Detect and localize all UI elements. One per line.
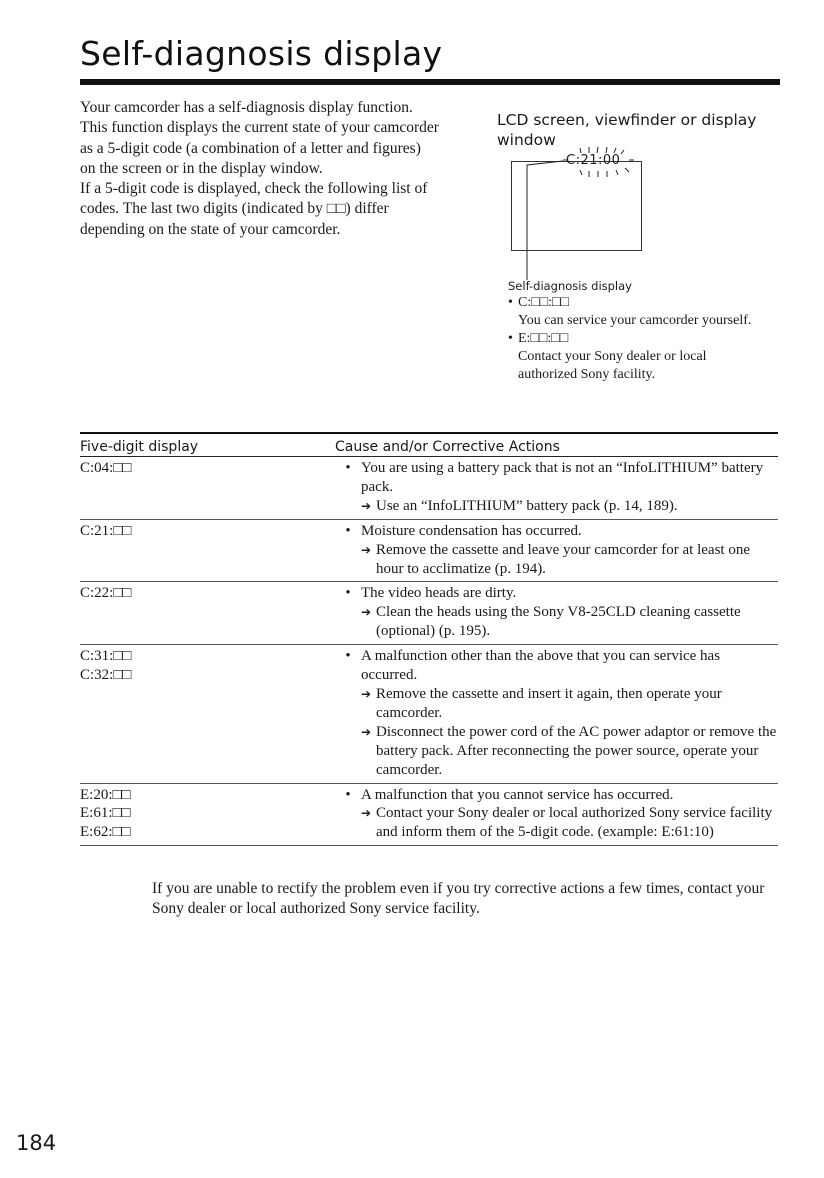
arrow-icon: ➔ bbox=[361, 724, 372, 739]
action-text: Use an “InfoLITHIUM” battery pack (p. 14, 189). bbox=[376, 497, 678, 514]
header-cause: Cause and/or Corrective Actions bbox=[335, 439, 560, 455]
lcd-heading: LCD screen, viewfinder or display window bbox=[497, 111, 757, 149]
cause: • A malfunction other than the above that you can service has occurred. bbox=[335, 647, 778, 685]
intro-line-2: This function displays the current state of your camcorder as a 5-digit code (a combination of a letter and figures) on the screen or in the display window. bbox=[80, 119, 439, 177]
row-codes bbox=[80, 786, 335, 843]
row-code: E:62:□□ bbox=[80, 824, 131, 841]
action-text: Disconnect the power cord of the AC power adaptor or remove the battery pack. After reconnecting the power source, operate your camcorder. bbox=[376, 723, 777, 778]
action bbox=[335, 603, 778, 641]
header-five-digit: Five-digit display bbox=[80, 439, 199, 455]
action bbox=[335, 723, 778, 780]
table-row bbox=[80, 784, 778, 847]
lcd-display-code: C:21:00 bbox=[566, 153, 621, 168]
action bbox=[335, 541, 778, 579]
cause-text: You are using a battery pack that is not an “InfoLITHIUM” battery pack. bbox=[361, 460, 764, 495]
lcd-item-desc: You can service your camcorder yourself. bbox=[518, 313, 752, 328]
intro-line-3: If a 5-digit code is displayed, check the following list of codes. The last two digits (indicated by □□) differ depending on the state of your camcorder. bbox=[80, 180, 428, 238]
action-text: Remove the cassette and insert it again, then operate your camcorder. bbox=[376, 685, 722, 721]
table-row bbox=[80, 520, 778, 583]
row-code: E:61:□□ bbox=[80, 805, 131, 822]
table-row bbox=[80, 645, 778, 783]
lcd-item bbox=[508, 330, 758, 348]
footer-note: If you are unable to rectify the problem even if you try corrective actions a few times, contact your Sony dealer or local authorized Sony service facility. bbox=[152, 880, 765, 917]
row-code: C:31:□□ bbox=[80, 648, 132, 665]
action-text: Contact your Sony dealer or local authorized Sony service facility and inform them of the 5-digit code. (example: E:61:10) bbox=[376, 805, 773, 841]
arrow-icon: ➔ bbox=[361, 498, 372, 513]
cause-text: Moisture condensation has occurred. bbox=[361, 522, 582, 539]
code-table bbox=[80, 432, 778, 846]
row-code: C:22:□□ bbox=[80, 585, 132, 602]
row-code: E:20:□□ bbox=[80, 786, 131, 803]
row-code: C:21:□□ bbox=[80, 522, 132, 539]
cause: • A malfunction that you cannot service has occurred. bbox=[345, 786, 674, 803]
row-content bbox=[335, 459, 778, 516]
page-title: Self-diagnosis display bbox=[80, 34, 443, 73]
intro-line-1: Your camcorder has a self-diagnosis display function. bbox=[80, 99, 413, 116]
arrow-icon: ➔ bbox=[361, 542, 372, 557]
row-code: C:04:□□ bbox=[80, 460, 132, 476]
table-row bbox=[80, 582, 778, 645]
cause-text: The video heads are dirty. bbox=[361, 585, 517, 602]
table-row bbox=[80, 457, 778, 520]
action-text: Remove the cassette and leave your camcorder for at least one hour to acclimatize (p. 194). bbox=[376, 541, 750, 577]
row-codes bbox=[80, 647, 335, 779]
cause-text: A malfunction that you cannot service has occurred. bbox=[361, 786, 674, 803]
row-content bbox=[335, 584, 778, 641]
arrow-icon: ➔ bbox=[361, 806, 372, 821]
table-header bbox=[80, 434, 778, 457]
intro-text bbox=[80, 98, 440, 240]
lcd-label: Self-diagnosis display bbox=[508, 279, 632, 293]
row-content bbox=[335, 522, 778, 579]
arrow-icon: ➔ bbox=[361, 686, 372, 701]
bullet: • bbox=[508, 331, 513, 346]
row-codes bbox=[80, 584, 335, 641]
lcd-item-code: E:□□:□□ bbox=[518, 331, 569, 346]
arrow-icon: ➔ bbox=[361, 605, 372, 620]
row-content bbox=[335, 786, 778, 843]
action-text: Clean the heads using the Sony V8-25CLD cleaning cassette (optional) (p. 195). bbox=[376, 604, 741, 640]
cause-text: A malfunction other than the above that you can service has occurred. bbox=[361, 648, 721, 684]
lcd-item-code: C:□□:□□ bbox=[518, 295, 569, 310]
row-code: C:32:□□ bbox=[80, 667, 132, 684]
row-codes bbox=[80, 459, 335, 516]
action bbox=[335, 804, 778, 842]
lcd-code-list bbox=[508, 294, 758, 384]
cause: • You are using a battery pack that is not an “InfoLITHIUM” battery pack. bbox=[335, 459, 778, 497]
title-rule bbox=[80, 79, 780, 85]
bullet: • bbox=[508, 295, 513, 310]
cause: • The video heads are dirty. bbox=[345, 585, 517, 602]
lcd-item bbox=[508, 294, 758, 312]
cause: • Moisture condensation has occurred. bbox=[345, 522, 582, 539]
page-number: 184 bbox=[16, 1131, 57, 1155]
action bbox=[335, 497, 778, 516]
row-codes bbox=[80, 522, 335, 579]
lcd-item-desc: Contact your Sony dealer or local authorized Sony facility. bbox=[518, 349, 707, 382]
row-content bbox=[335, 647, 778, 779]
action bbox=[335, 685, 778, 723]
